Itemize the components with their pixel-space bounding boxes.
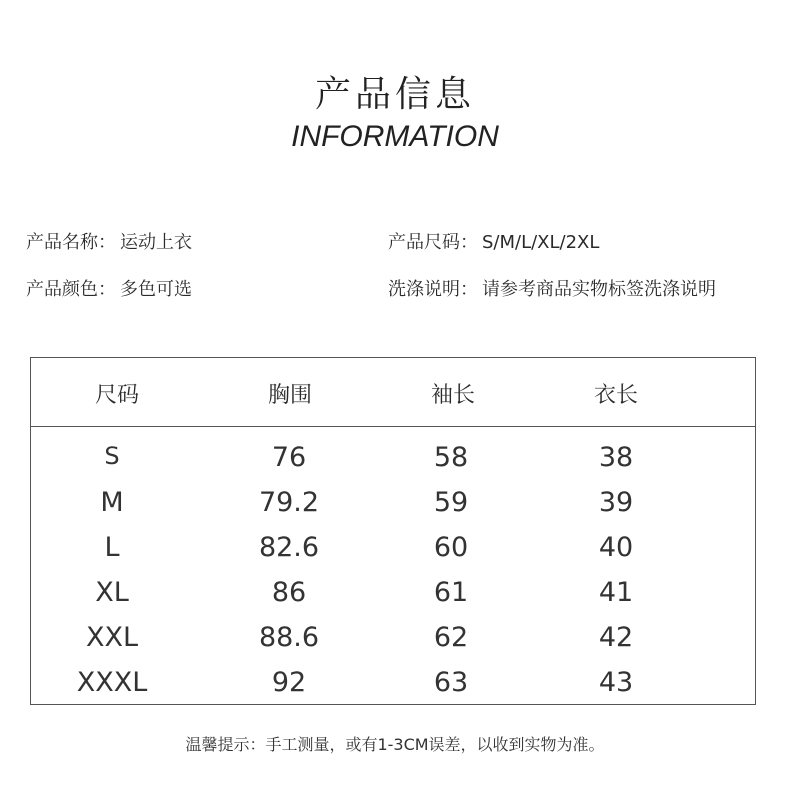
size-cell: XL bbox=[95, 577, 129, 608]
chest-cell: 92 bbox=[271, 667, 307, 698]
product-color-value: 多色可选 bbox=[120, 279, 192, 300]
chest-cell: 79.2 bbox=[258, 487, 320, 518]
length-cell: 39 bbox=[598, 487, 634, 518]
header-size: 尺码 bbox=[94, 383, 140, 408]
length-cell: 40 bbox=[598, 532, 634, 563]
product-size-row bbox=[388, 228, 599, 254]
measurement-note: 温馨提示：手工测量，或有1-3CM误差，以收到实物为准。 bbox=[185, 735, 605, 754]
sleeve-cell: 62 bbox=[433, 622, 469, 653]
product-name-value: 运动上衣 bbox=[120, 232, 192, 253]
chest-cell: 76 bbox=[271, 442, 307, 473]
product-color-label: 产品颜色： bbox=[26, 279, 116, 300]
page-subtitle: INFORMATION bbox=[291, 120, 499, 153]
product-color-row bbox=[26, 275, 192, 301]
sleeve-cell: 59 bbox=[433, 487, 469, 518]
size-cell: XXL bbox=[85, 622, 139, 653]
product-name-row bbox=[26, 228, 192, 254]
page-title: 产品信息 bbox=[314, 74, 475, 115]
wash-instructions-row bbox=[388, 275, 716, 301]
header-body-length: 衣长 bbox=[593, 383, 639, 408]
product-size-label: 产品尺码： bbox=[388, 232, 478, 253]
size-cell: S bbox=[104, 442, 120, 470]
product-name-label: 产品名称： bbox=[26, 232, 116, 253]
length-cell: 41 bbox=[598, 577, 634, 608]
size-table bbox=[30, 357, 756, 705]
wash-instructions-value: 请参考商品实物标签洗涤说明 bbox=[482, 279, 716, 300]
size-cell: XXXL bbox=[76, 667, 148, 698]
sleeve-cell: 61 bbox=[433, 577, 469, 608]
sleeve-cell: 63 bbox=[433, 667, 469, 698]
sleeve-cell: 58 bbox=[433, 442, 469, 473]
chest-cell: 86 bbox=[271, 577, 307, 608]
wash-instructions-label: 洗涤说明： bbox=[388, 279, 478, 300]
length-cell: 42 bbox=[598, 622, 634, 653]
size-cell: M bbox=[100, 487, 124, 518]
size-cell: L bbox=[104, 532, 120, 563]
chest-cell: 82.6 bbox=[258, 532, 320, 563]
length-cell: 38 bbox=[598, 442, 634, 473]
length-cell: 43 bbox=[598, 667, 634, 698]
header-chest: 胸围 bbox=[267, 383, 313, 408]
chest-cell: 88.6 bbox=[258, 622, 320, 653]
table-header bbox=[31, 358, 755, 427]
sleeve-cell: 60 bbox=[433, 532, 469, 563]
product-size-value: S/M/L/XL/2XL bbox=[482, 232, 600, 253]
header-sleeve-length: 袖长 bbox=[430, 383, 476, 408]
